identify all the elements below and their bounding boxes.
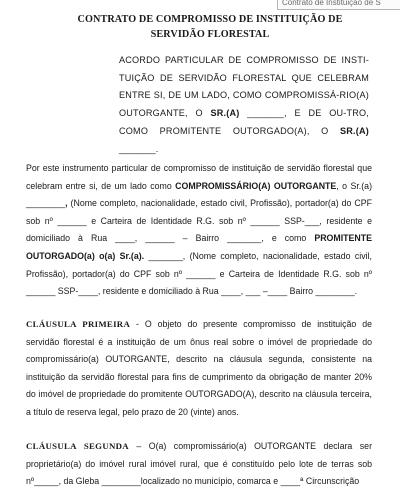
parties-text-4: _______, (Nome completo, nacionalidade, estado civil, Profissão), portador(a) do CPF sob nº ______ e Carteira de Identidade R.G. sob nº ______ SSP-____, residente e domiciliado à Rua ____, ___ –____ Bairro ________. xyxy=(26,250,372,297)
parties-text-2: , o Sr.(a) ________ xyxy=(26,180,372,209)
document-title xyxy=(60,12,360,42)
document-header-text: Contrato de Instituição de S xyxy=(282,0,381,7)
preamble xyxy=(119,52,369,158)
preamble-sr-1: SR.(A) xyxy=(210,108,240,119)
preamble-text-1: ACORDO PARTICULAR DE COMPROMISSO DE INSTI-TUIÇÃO DE SERVIDÃO FLORESTAL QUE CELEBRAM ENTRE SI, DE UM LADO, COMO COMPROMISSÁ-RIO(A) OUTORGANTE, O xyxy=(119,55,369,119)
parties-bold-2: , xyxy=(65,198,68,209)
parties-paragraph xyxy=(26,160,372,301)
preamble-text-3: _______. xyxy=(119,143,159,154)
clause-first-heading: CLÁUSULA PRIMEIRA xyxy=(26,319,131,329)
parties-bold-3: PROMITENTE OUTORGADO(a) o(a) Sr.(a). xyxy=(26,233,372,261)
preamble-sr-2: SR.(A) xyxy=(340,125,369,136)
title-line-2: SERVIDÃO FLORESTAL xyxy=(150,29,270,40)
clause-first xyxy=(26,316,372,422)
parties-bold-1: COMPROMISSÁRIO(A) OUTORGANTE xyxy=(175,180,337,191)
document-header-tab xyxy=(277,0,400,10)
clause-second-heading: CLÁUSULA SEGUNDA xyxy=(26,441,129,451)
clause-second-text: – O(a) compromissário(a) OUTORGANTE declara ser proprietário(a) do imóvel rural imóvel rural, que é constituído pelo lote de terras sob nº_____, da Gleba ________localizado no município, comarca e ____ª Circunscrição xyxy=(26,441,372,487)
title-line-1: CONTRATO DE COMPROMISSO DE INSTITUIÇÃO DE xyxy=(77,14,343,25)
parties-text-1: Por este instrumento particular de compromisso de instituição de servidão florestal que celebram entre si, de um lado como xyxy=(26,163,372,191)
preamble-text-2: _______, E DE OU-TRO, COMO PROMITENTE OUTORGADO(A), O xyxy=(119,108,369,136)
clause-second xyxy=(26,438,372,491)
clause-first-text: - O objeto do presente compromisso de instituição de servidão florestal é a instituição de um ônus real sobre o imóvel de propriedade do compromissário(a) OUTORGANTE, descrito na cláusula segunda, consistente na instituição da servidão florestal para fins de cumprimento da obrigação de manter 20% do imóvel de propriedade do promitente OUTORGADO(A), descrito na cláusula terceira, a título de reserva legal, pelo prazo de 20 (vinte) anos. xyxy=(26,319,373,417)
parties-text-3: (Nome completo, nacionalidade, estado civil, Profissão), portador(a) do CPF sob nº ______ e Carteira de Identidade R.G. sob nº ______ SSP-___, residente e domiciliado à Rua ____, ______ – Bairro _______, e como xyxy=(26,198,372,244)
